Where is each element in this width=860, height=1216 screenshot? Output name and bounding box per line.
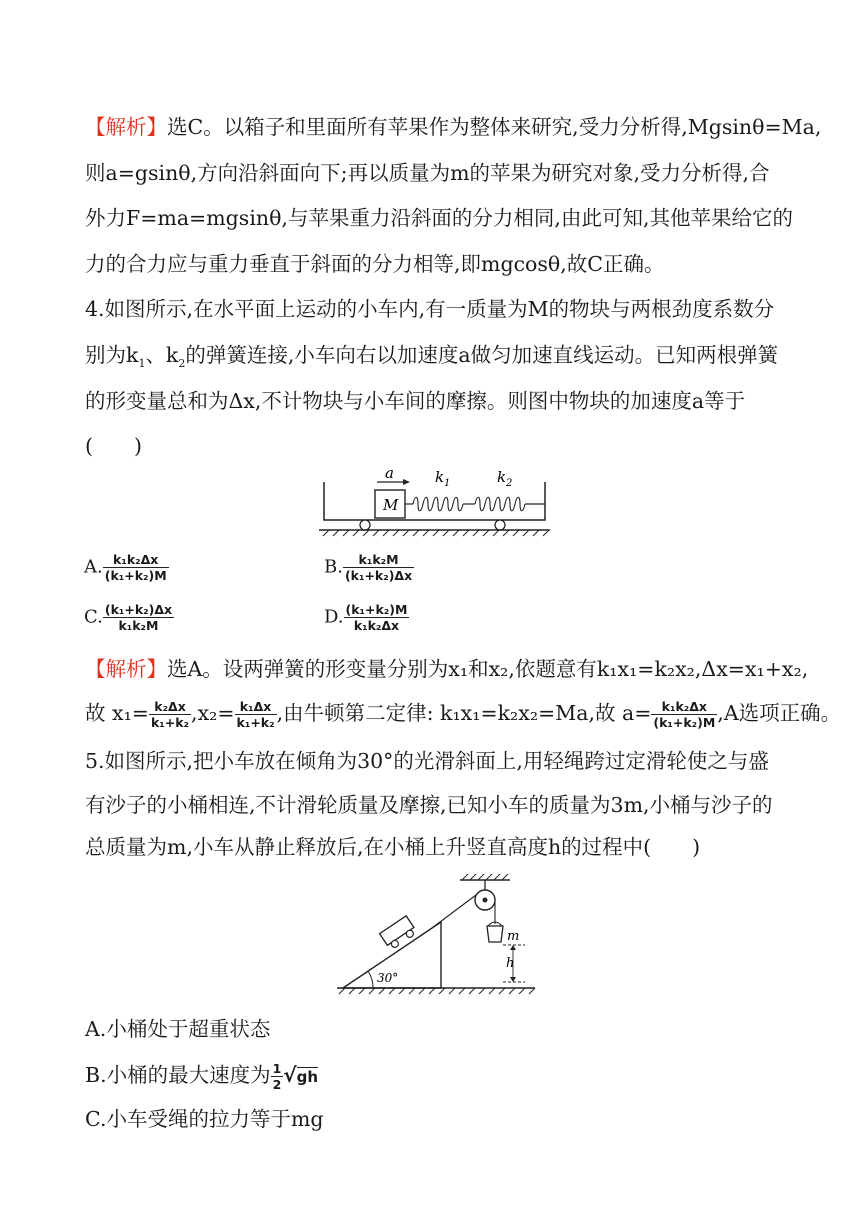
q4-option-b[interactable]: B. $\frac{\text{k₁k₂M}}{\text{(k₁+k₂)Δx}}$	[324, 552, 413, 583]
analysis-1-line-2: 则a=gsinθ,方向沿斜面向下;再以质量为m的苹果为研究对象,受力分析得,合	[85, 161, 770, 185]
sqrt-sign: √	[283, 1063, 297, 1087]
bucket-mass-label: m	[507, 929, 520, 944]
analysis-tag: 【解析】	[85, 657, 167, 681]
bucket	[487, 926, 503, 942]
q5-option-b[interactable]: B.小桶的最大速度为 $\frac{1}{2}$ √gh	[85, 1061, 319, 1092]
sqrt-body: gh	[296, 1068, 319, 1086]
q4-line-3: 的形变量总和为Δx,不计物块与小车间的摩擦。则图中物块的加速度a等于	[85, 389, 746, 413]
q4-cart-figure	[315, 462, 555, 542]
k2-sub: 2	[506, 478, 513, 489]
analysis-tag: 【解析】	[85, 115, 167, 139]
spring-k1	[413, 497, 463, 511]
analysis-1-line-3: 外力F=ma=mgsinθ,与苹果重力沿斜面的分力相同,由此可知,其他苹果给它的	[85, 206, 793, 230]
q5-line-1: 5.如图所示,把小车放在倾角为30°的光滑斜面上,用轻绳跨过定滑轮使之与盛	[85, 749, 769, 773]
accel-label: a	[385, 464, 394, 482]
k1-sub: 1	[444, 478, 451, 489]
q4-option-c[interactable]: C. $\frac{\text{(k₁+k₂)Δx}}{\text{k₁k₂M}}$	[84, 602, 173, 633]
analysis-2-line-2: 故 x₁= $\frac{\text{k₂Δx}}{\text{k₁+k₂}}$ ,x₂= $\frac{\text{k₁Δx}}{\text{k₁+k₂}}$ ,由牛顿第二定律: k₁x₁=k₂x₂=Ma,故 a= $\frac{\text{k₁k₂Δx}}{\text{(k₁+k₂)M}}$ ,A选项正确。	[85, 699, 842, 730]
q5-option-c[interactable]: C.小车受绳的拉力等于mg	[85, 1107, 324, 1131]
block-label: M	[383, 496, 399, 514]
q4-line-2: 别为$k_1$、$k_2$的弹簧连接,小车向右以加速度a做匀加速直线运动。已知两根弹簧	[85, 343, 779, 371]
analysis-2-line-1: 【解析】选A。设两弹簧的形变量分别为x₁和x₂,依题意有k₁x₁=k₂x₂,Δx=x₁+x₂,	[85, 657, 809, 681]
analysis-1-line-1: 【解析】选C。以箱子和里面所有苹果作为整体来研究,受力分析得,Mgsinθ=Ma,	[85, 115, 822, 139]
q5-line-2: 有沙子的小桶相连,不计滑轮质量及摩擦,已知小车的质量为3m,小桶与沙子的	[85, 793, 773, 817]
q4-option-a[interactable]: A. $\frac{\text{k₁k₂Δx}}{\text{(k₁+k₂)M}}$	[84, 552, 167, 583]
q4-line-4: ( )	[85, 434, 142, 458]
q4-option-d[interactable]: D. $\frac{\text{(k₁+k₂)M}}{\text{k₁k₂Δx}}$	[324, 602, 408, 633]
k1-label: k	[435, 468, 445, 486]
q4-line-1: 4.如图所示,在水平面上运动的小车内,有一质量为M的物块与两根劲度系数分	[85, 297, 775, 321]
q5-line-3: 总质量为m,小车从静止释放后,在小桶上升竖直高度h的过程中( )	[85, 835, 701, 859]
q5-option-a[interactable]: A.小桶处于超重状态	[85, 1017, 271, 1041]
q5-incline-figure	[335, 868, 550, 998]
height-label: h	[506, 956, 515, 971]
spring-k2	[475, 497, 525, 511]
k2-label: k	[497, 468, 507, 486]
analysis-1-line-4: 力的合力应与重力垂直于斜面的分力相等,即mgcosθ,故C正确。	[85, 252, 665, 276]
angle-label: 30°	[377, 971, 399, 985]
